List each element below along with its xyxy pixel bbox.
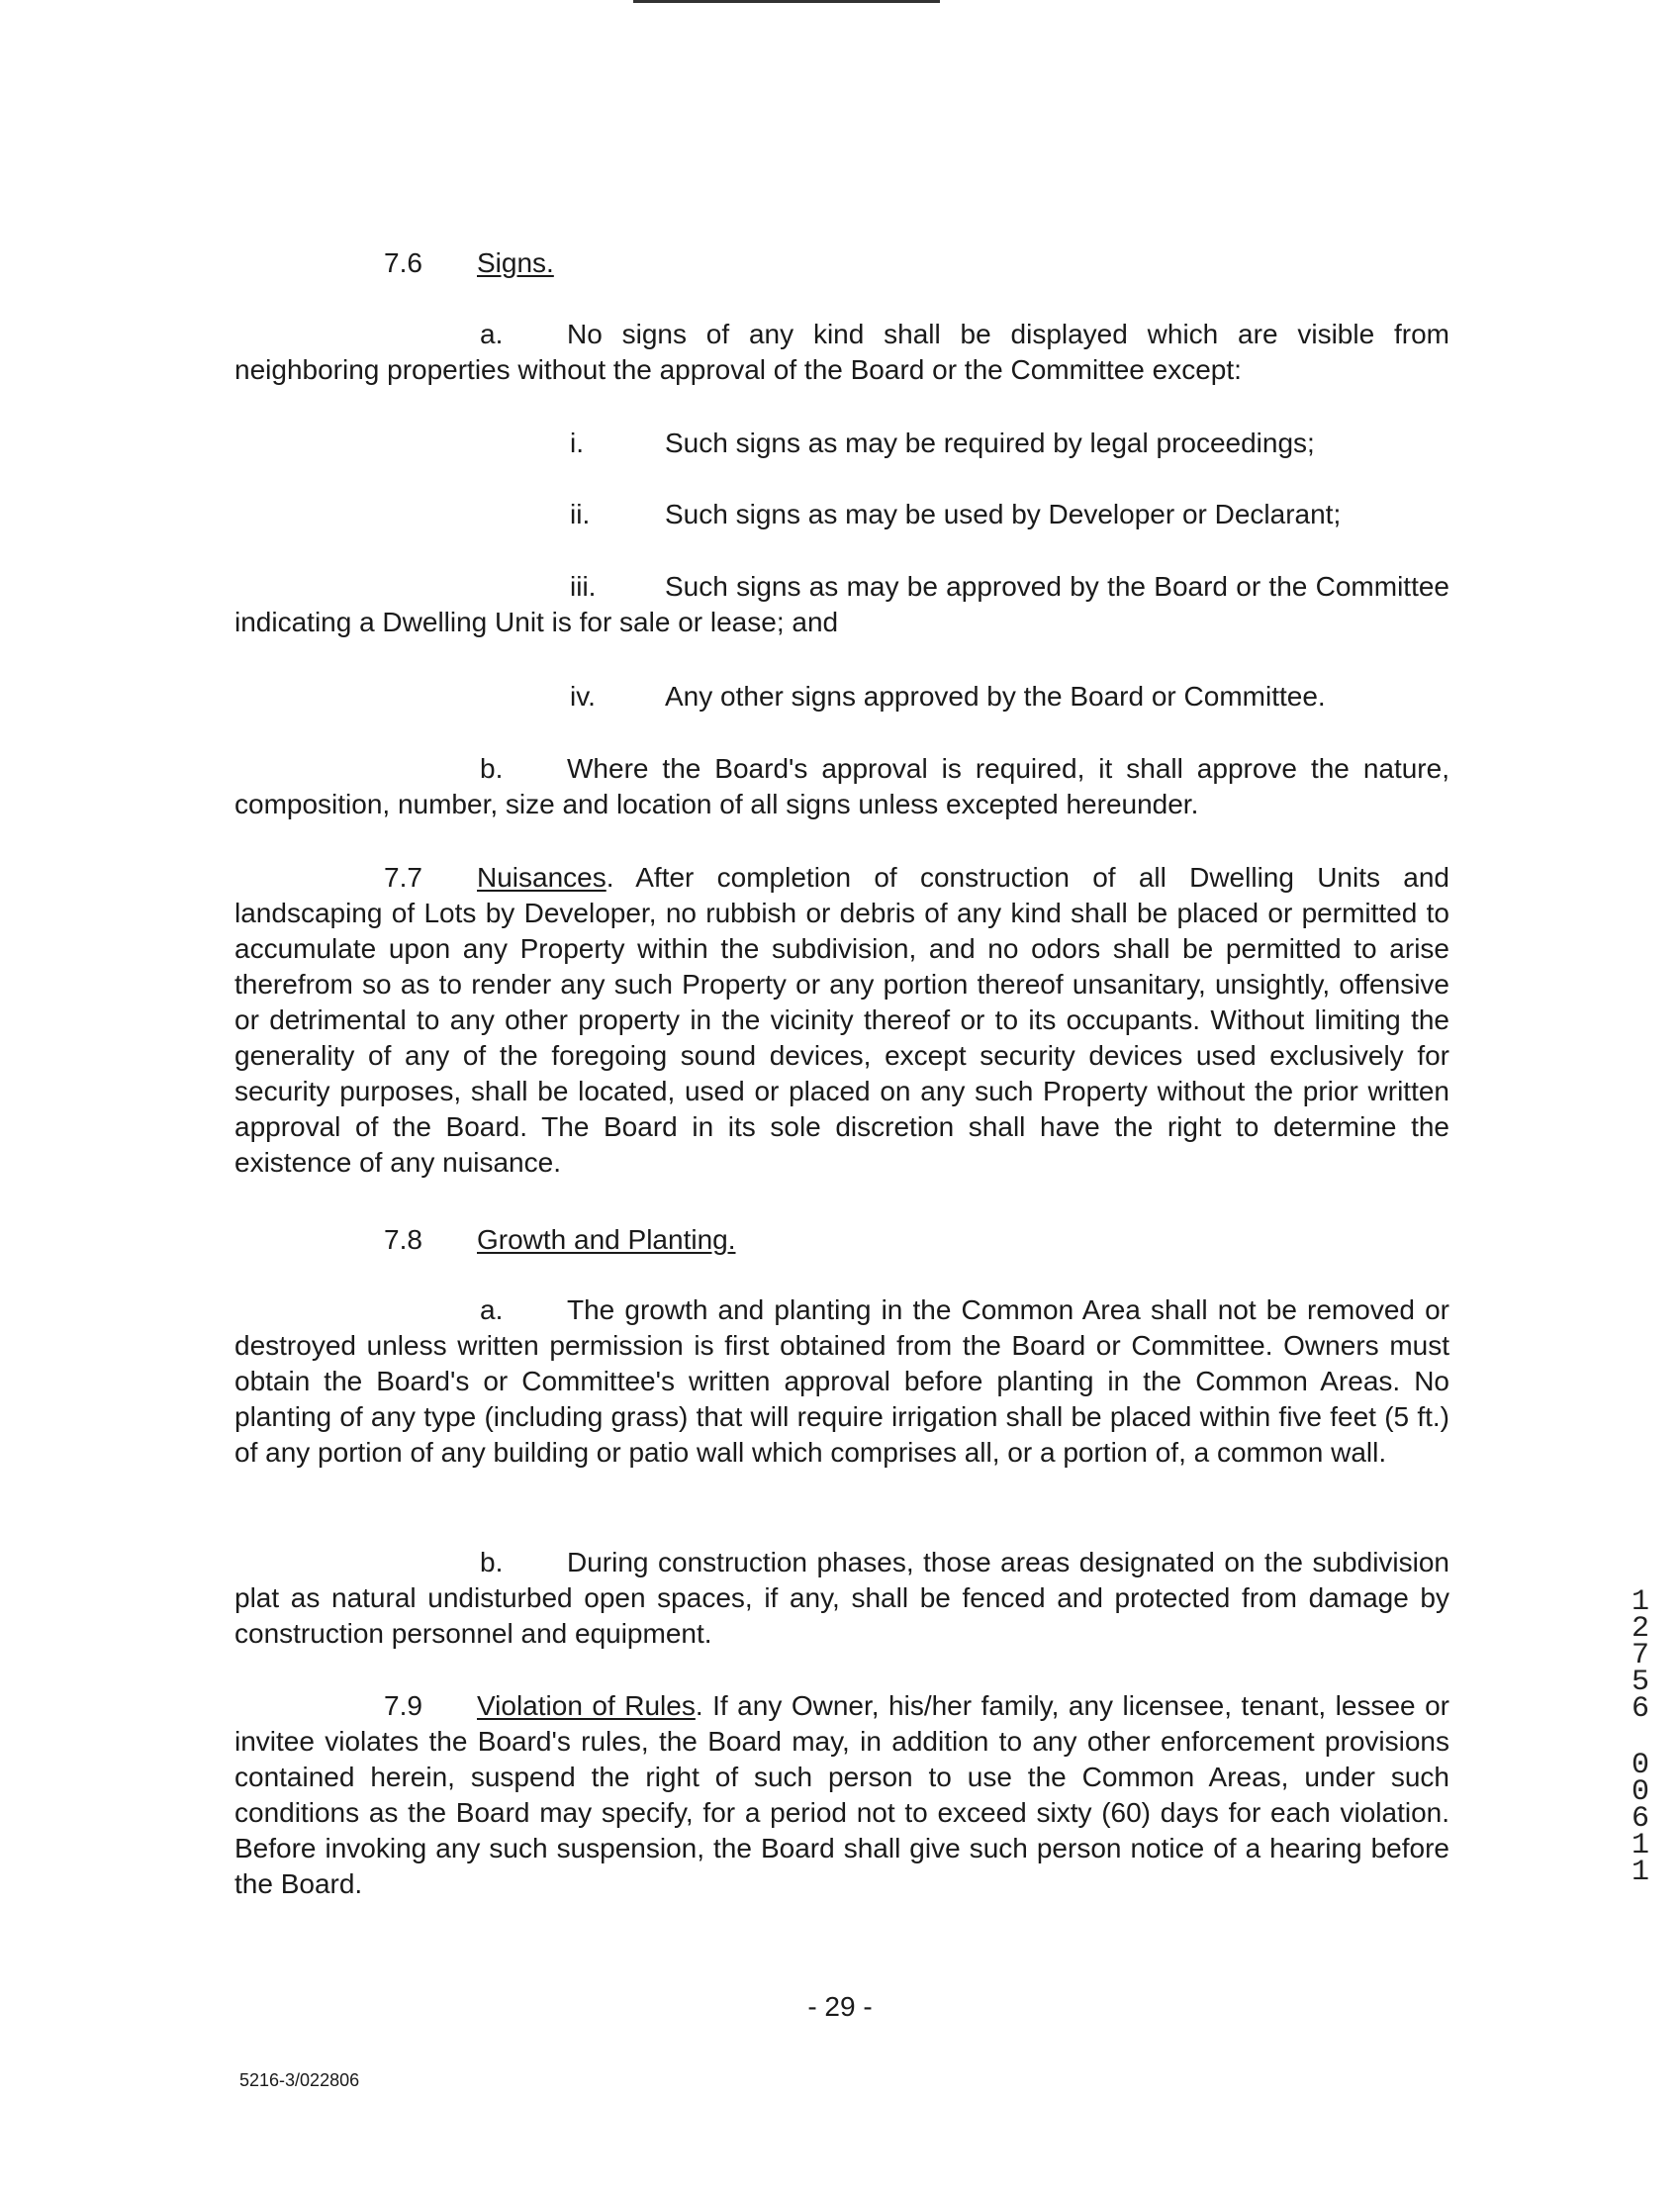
list-item: i. Such signs as may be required by legal proceedings; bbox=[570, 428, 1315, 458]
stamp-digit: 7 bbox=[1631, 1639, 1649, 1672]
stamp-digit: 6 bbox=[1631, 1802, 1649, 1836]
section-number: 7.7 bbox=[384, 862, 422, 893]
section-number: 7.9 bbox=[384, 1690, 422, 1721]
list-item: iii. Such signs as may be approved by the Board or the Committee indicating a Dwelling Unit is for sale or lease; and bbox=[234, 571, 1449, 637]
page-number: - 29 - bbox=[807, 1991, 873, 2022]
stamp-digit: 5 bbox=[1631, 1666, 1649, 1699]
section-7-6-a: a. No signs of any kind shall be displayed which are visible from neighboring properties without the approval of the Board or the Committee except: bbox=[234, 319, 1449, 385]
section-7-8-a: a. The growth and planting in the Common Area shall not be removed or destroyed unless written permission is first obtained from the Board or Committee. Owners must obtain the Board's or Committee's written approval before planting in the Common Areas. No planting of any type (including grass) that will require irrigation shall be placed within five feet (5 ft.) of any portion of any building or patio wall which comprises all, or a portion of, a common wall. bbox=[234, 1294, 1449, 1468]
stamp-digit: 0 bbox=[1631, 1775, 1649, 1809]
section-7-7: 7.7 Nuisances. After completion of construction of all Dwelling Units and landscaping of Lots by Developer, no rubbish or debris of any kind shall be placed or permitted to accumulate upon any Property within the subdivision, and no odors shall be permitted to arise therefrom so as to render any such Property or any portion thereof unsanitary, unsightly, offensive or detrimental to any other property in the vicinity thereof or to its occupants. Without limiting the generality of any of the foregoing sound devices, except security devices used exclusively for security purposes, shall be located, used or placed on any such Property without the prior written approval of the Board. The Board in its sole discretion shall have the right to determine the existence of any nuisance. bbox=[234, 862, 1449, 1178]
list-item: ii. Such signs as may be used by Developer or Declarant; bbox=[570, 499, 1342, 529]
stamp-digit: 1 bbox=[1631, 1585, 1649, 1619]
section-7-6-b: b. Where the Board's approval is required, it shall approve the nature, composition, number, size and location of all signs unless excepted hereunder. bbox=[234, 753, 1449, 819]
section-title: Growth and Planting. bbox=[477, 1224, 736, 1255]
stamp-part-1 bbox=[1621, 1585, 1660, 1726]
section-7-6-heading bbox=[384, 245, 554, 281]
section-title: Violation of Rules bbox=[477, 1690, 696, 1721]
document-code: 5216-3/022806 bbox=[239, 2070, 360, 2090]
list-item: iv. Any other signs approved by the Board or Committee. bbox=[570, 681, 1326, 712]
scan-top-rule bbox=[633, 0, 940, 3]
section-number: 7.6 bbox=[384, 247, 422, 278]
stamp-digit: 0 bbox=[1631, 1749, 1649, 1782]
stamp-digit: 1 bbox=[1631, 1856, 1649, 1889]
section-number: 7.8 bbox=[384, 1224, 422, 1255]
section-title: Nuisances bbox=[477, 862, 607, 893]
section-7-9: 7.9 Violation of Rules. If any Owner, his/her family, any licensee, tenant, lessee or invitee violates the Board's rules, the Board may, in addition to any other enforcement provisions contained herein, suspend the right of such person to use the Common Areas, under such conditions as the Board may specify, for a period not to exceed sixty (60) days for each violation. Before invoking any such suspension, the Board shall give such person notice of a hearing before the Board. bbox=[234, 1690, 1449, 1899]
stamp-digit: 1 bbox=[1631, 1829, 1649, 1862]
stamp-digit: 2 bbox=[1631, 1612, 1649, 1646]
section-title: Signs. bbox=[477, 247, 554, 278]
stamp-part-2 bbox=[1621, 1749, 1660, 1889]
section-7-8-b: b. During construction phases, those areas designated on the subdivision plat as natural undisturbed open spaces, if any, shall be fenced and protected from damage by construction personnel and equipment. bbox=[234, 1547, 1449, 1649]
section-7-8-heading bbox=[384, 1222, 736, 1258]
stamp-digit: 6 bbox=[1631, 1692, 1649, 1726]
recording-stamp bbox=[1621, 1585, 1660, 1889]
